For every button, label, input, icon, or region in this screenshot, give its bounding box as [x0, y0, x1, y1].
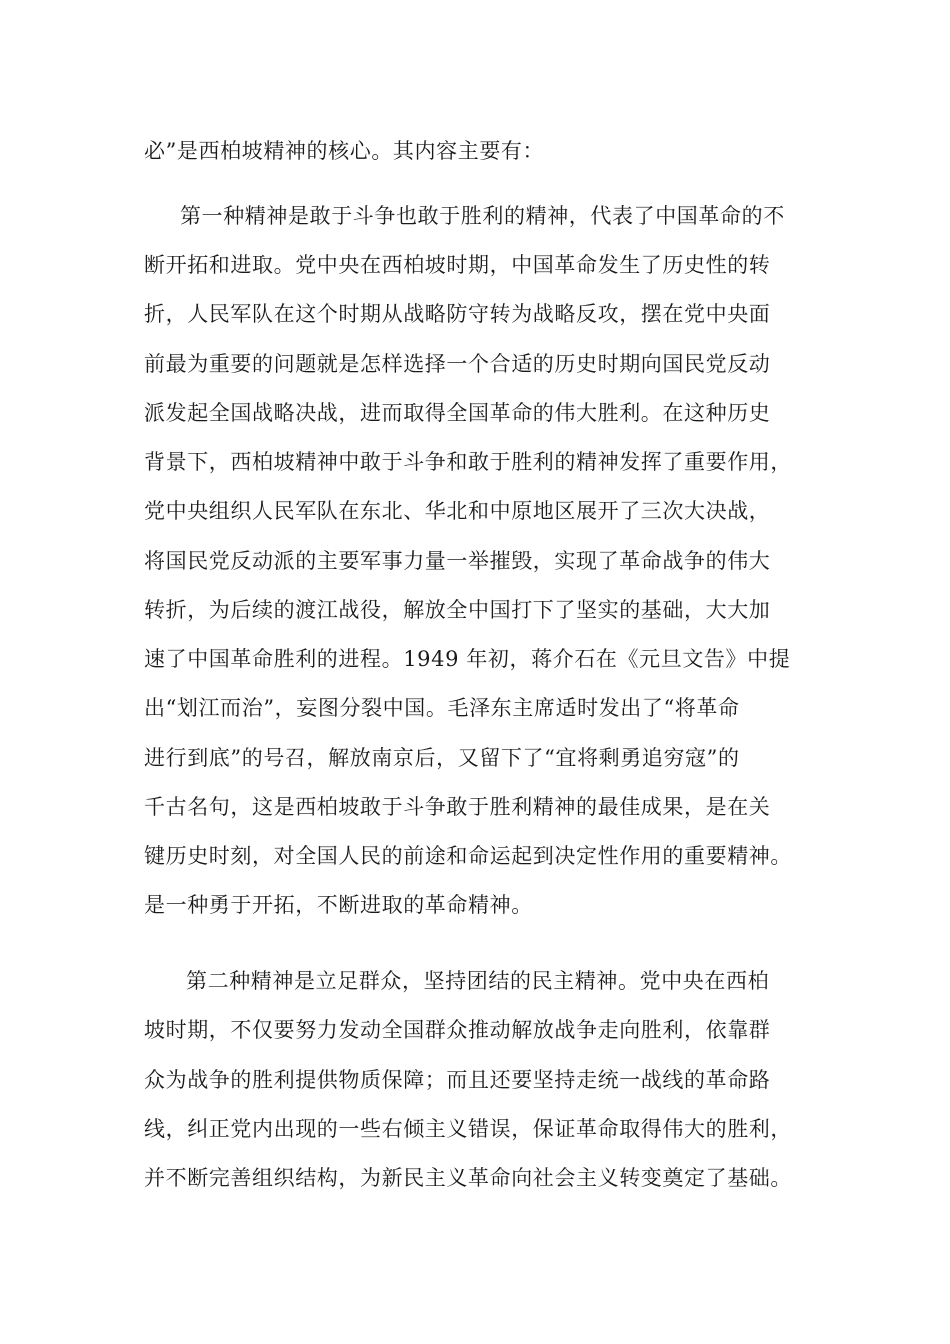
paragraph2-line: 线，纠正党内出现的一些右倾主义错误，保证革命取得伟大的胜利，	[144, 1117, 792, 1141]
paragraph1-line: 键历史时刻，对全国人民的前途和命运起到决定性作用的重要精神。	[144, 844, 792, 868]
paragraph2-line: 坡时期，不仅要努力发动全国群众推动解放战争走向胜利，依靠群	[144, 1018, 771, 1042]
paragraph1-line: 转折，为后续的渡江战役，解放全中国打下了坚实的基础，大大加	[144, 598, 771, 622]
paragraph1-line: 是一种勇于开拓，不断进取的革命精神。	[144, 893, 533, 917]
paragraph1-line: 折，人民军队在这个时期从战略防守转为战略反攻，摆在党中央面	[144, 302, 771, 326]
intro-line: 必”是西柏坡精神的核心。其内容主要有：	[144, 139, 545, 163]
paragraph1-line: 党中央组织人民军队在东北、华北和中原地区展开了三次大决战，	[144, 499, 771, 523]
paragraph1-line: 背景下，西柏坡精神中敢于斗争和敢于胜利的精神发挥了重要作用，	[144, 450, 792, 474]
paragraph1-line: 前最为重要的问题就是怎样选择一个合适的历史时期向国民党反动	[144, 352, 771, 376]
paragraph2-line: 第二种精神是立足群众，坚持团结的民主精神。党中央在西柏	[186, 969, 770, 993]
paragraph2-line: 并不断完善组织结构，为新民主义革命向社会主义转变奠定了基础。	[144, 1166, 792, 1190]
paragraph1-line: 第一种精神是敢于斗争也敢于胜利的精神，代表了中国革命的不	[180, 204, 785, 228]
paragraph1-line: 出“划江而治”，妄图分裂中国。毛泽东主席适时发出了“将革命	[144, 696, 740, 720]
paragraph2-line: 众为战争的胜利提供物质保障；而且还要坚持走统一战线的革命路	[144, 1068, 771, 1092]
paragraph1-line: 千古名句，这是西柏坡敢于斗争敢于胜利精神的最佳成果，是在关	[144, 795, 771, 819]
paragraph1-line: 派发起全国战略决战，进而取得全国革命的伟大胜利。在这种历史	[144, 401, 771, 425]
paragraph1-line: 进行到底”的号召，解放南京后，又留下了“宜将剩勇追穷寇”的	[144, 746, 740, 770]
paragraph1-line: 断开拓和进取。党中央在西柏坡时期，中国革命发生了历史性的转	[144, 253, 771, 277]
paragraph1-line: 将国民党反动派的主要军事力量一举摧毁，实现了革命战争的伟大	[144, 549, 771, 573]
paragraph1-line: 速了中国革命胜利的进程。1949 年初，蒋介石在《元旦文告》中提	[144, 647, 791, 671]
